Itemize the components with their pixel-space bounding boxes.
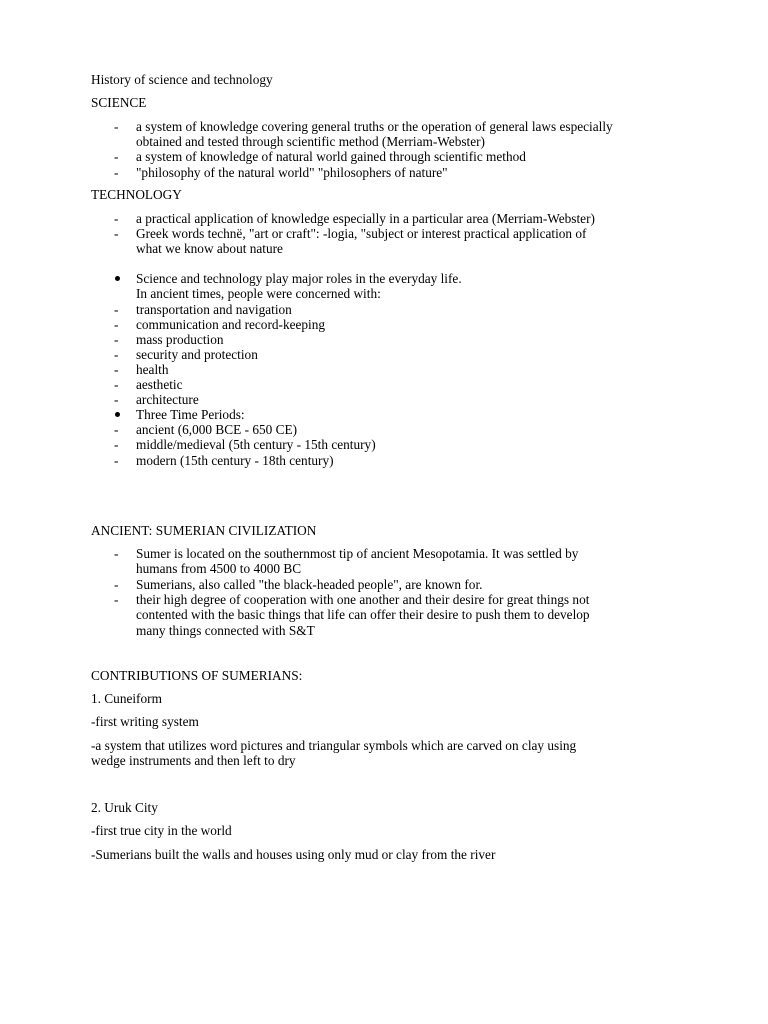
- list-item-text: communication and record-keeping: [136, 317, 326, 332]
- paragraph-text: -first true city in the world: [91, 823, 232, 838]
- dash-marker: -: [114, 437, 119, 452]
- dash-marker: -: [114, 211, 119, 226]
- list-item-text: modern (15th century - 18th century): [136, 453, 334, 468]
- dash-marker: -: [114, 453, 119, 468]
- contributions-heading: CONTRIBUTIONS OF SUMERIANS:: [91, 668, 303, 683]
- list-item-text: their high degree of cooperation with one another and their desire for great things not: [136, 592, 590, 607]
- dash-marker: -: [114, 422, 119, 437]
- bullet-icon: [114, 407, 128, 422]
- list-item-text: aesthetic: [136, 377, 183, 392]
- list-item-text: transportation and navigation: [136, 302, 292, 317]
- list-item-text: Science and technology play major roles in the everyday life.: [136, 271, 462, 286]
- paragraph-text: -Sumerians built the walls and houses using only mud or clay from the river: [91, 847, 496, 862]
- dash-marker: -: [114, 149, 119, 164]
- dash-marker: -: [114, 577, 119, 592]
- cuneiform-title: 1. Cuneiform: [91, 691, 162, 706]
- dash-marker: -: [114, 165, 119, 180]
- uruk-title: 2. Uruk City: [91, 800, 158, 815]
- list-item-text: health: [136, 362, 169, 377]
- list-item-text: ancient (6,000 BCE - 650 CE): [136, 422, 298, 437]
- list-item-text: architecture: [136, 392, 199, 407]
- dash-marker: -: [114, 226, 119, 241]
- dash-marker: -: [114, 332, 119, 347]
- dash-marker: -: [114, 377, 119, 392]
- science-heading: SCIENCE: [91, 95, 147, 110]
- ancient-heading: ANCIENT: SUMERIAN CIVILIZATION: [91, 523, 317, 538]
- paragraph-text: -first writing system: [91, 714, 199, 729]
- bullet-icon: [114, 271, 128, 286]
- list-item-text: "philosophy of the natural world" "philosophers of nature": [136, 165, 448, 180]
- dash-marker: -: [114, 392, 119, 407]
- paragraph-text: -a system that utilizes word pictures and triangular symbols which are carved on clay using: [91, 738, 577, 753]
- dash-marker: -: [114, 347, 119, 362]
- list-item-text: middle/medieval (5th century - 15th century): [136, 437, 376, 452]
- list-item-text: obtained and tested through scientific method (Merriam-Webster): [136, 134, 485, 150]
- dash-marker: -: [114, 546, 119, 561]
- list-item-text: Greek words technë, "art or craft": -logia, "subject or interest practical application of: [136, 226, 587, 241]
- list-item-text: Sumerians, also called "the black-headed people", are known for.: [136, 577, 483, 592]
- list-item-text: contented with the basic things that life can offer their desire to push them to develop: [136, 607, 590, 623]
- list-item-text: many things connected with S&T: [136, 622, 315, 638]
- paragraph-text: wedge instruments and then left to dry: [91, 753, 296, 768]
- list-item-text: a practical application of knowledge especially in a particular area (Merriam-Webster): [136, 211, 595, 226]
- document-title: History of science and technology: [91, 72, 273, 87]
- list-item-text: Sumer is located on the southernmost tip of ancient Mesopotamia. It was settled by: [136, 546, 579, 561]
- technology-heading: TECHNOLOGY: [91, 187, 182, 202]
- list-item-text: Three Time Periods:: [136, 407, 245, 422]
- list-item-text: humans from 4500 to 4000 BC: [136, 561, 302, 577]
- list-item-text: a system of knowledge covering general truths or the operation of general laws especially: [136, 119, 613, 134]
- list-item-text: security and protection: [136, 347, 258, 362]
- list-item-text: In ancient times, people were concerned with:: [136, 286, 381, 302]
- dash-marker: -: [114, 362, 119, 377]
- dash-marker: -: [114, 592, 119, 607]
- list-item-text: what we know about nature: [136, 241, 283, 257]
- dash-marker: -: [114, 119, 119, 134]
- dash-marker: -: [114, 317, 119, 332]
- dash-marker: -: [114, 302, 119, 317]
- list-item-text: mass production: [136, 332, 224, 347]
- list-item-text: a system of knowledge of natural world gained through scientific method: [136, 149, 526, 164]
